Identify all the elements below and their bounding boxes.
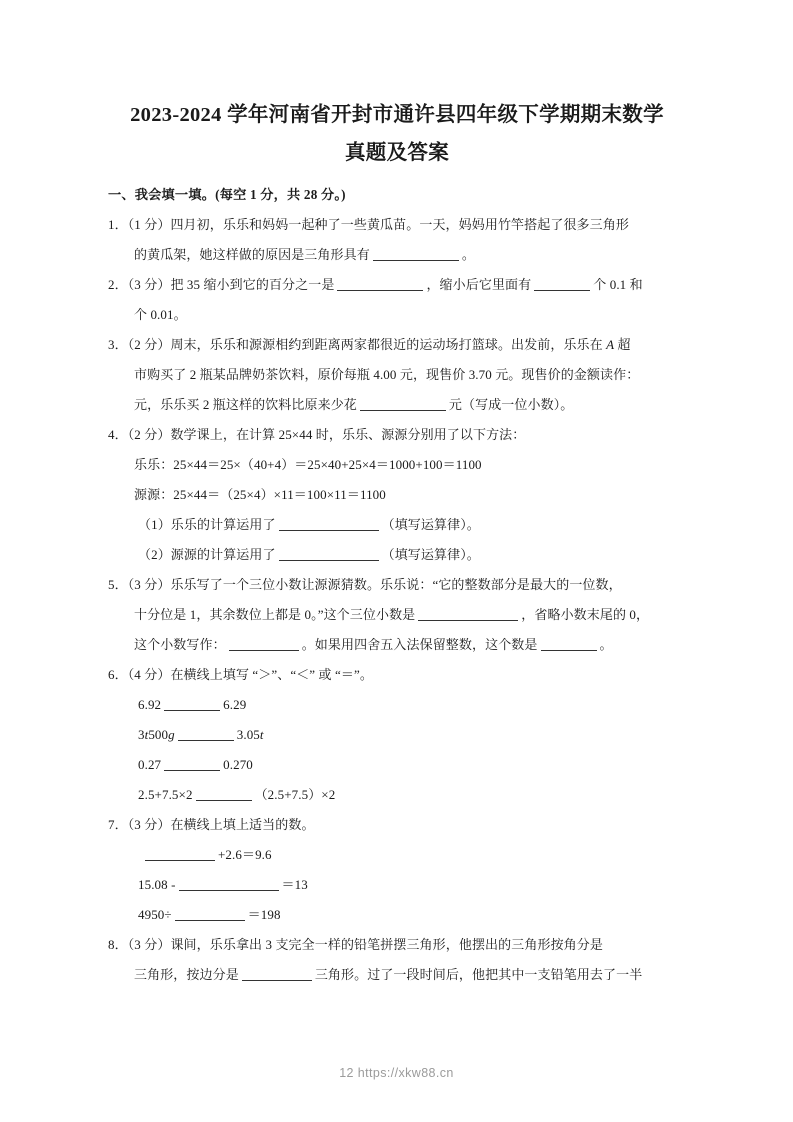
question-3-supermarket-label: A (606, 337, 615, 352)
question-5-text-3b: 。如果用四舍五入法保留整数，这个数是 (301, 637, 538, 652)
question-5-text-2a: 十分位是 1，其余数位上都是 0。”这个三位小数是 (134, 607, 416, 622)
question-1-text-2a: 的黄瓜架，她这样做的原因是三角形具有 (134, 247, 370, 262)
question-6-row-3 (108, 750, 686, 780)
question-3 (108, 330, 686, 420)
question-4-sub-2 (108, 540, 686, 570)
question-2-line-1 (108, 270, 686, 300)
question-8 (108, 930, 686, 990)
question-8-text-2a: 三角形，按边分是 (134, 967, 239, 982)
question-7-blank-2[interactable] (179, 878, 279, 891)
question-8-blank-1[interactable] (242, 968, 312, 981)
question-5-text-2b: ，省略小数末尾的 0， (521, 607, 650, 622)
question-1 (108, 210, 686, 270)
page-content (108, 96, 686, 990)
question-1-blank-1[interactable] (373, 248, 459, 261)
question-4-sub-1 (108, 510, 686, 540)
question-3-line-3 (108, 390, 686, 420)
question-4-method-yuanyuan: 源源：25×44＝（25×4）×11＝100×11＝1100 (134, 487, 386, 502)
question-3-text-1c: 超 (614, 337, 631, 352)
question-7-blank-1[interactable] (145, 848, 215, 861)
question-3-text-3b: 元（写成一位小数）。 (448, 397, 574, 412)
question-8-line-2 (108, 960, 686, 990)
question-5-blank-3[interactable] (541, 638, 597, 651)
page-title (108, 96, 686, 172)
question-4-text-5b: （填写运算律）。 (381, 547, 480, 562)
question-2-blank-1[interactable] (337, 278, 423, 291)
question-6-unit-tonne-a: t (144, 727, 149, 742)
question-6-blank-4[interactable] (196, 788, 252, 801)
question-5-blank-1[interactable] (418, 608, 518, 621)
question-2-text-1b: ，缩小后它里面有 (426, 277, 532, 292)
question-6-row-4-left: 2.5+7.5×2 (138, 787, 193, 802)
question-7-row-1 (108, 840, 686, 870)
section-heading-fill-in-blanks: 一、我会填一填。(每空 1 分，共 28 分。) (108, 187, 346, 202)
question-6-blank-1[interactable] (164, 698, 220, 711)
question-7 (108, 810, 686, 930)
question-5-line-3 (108, 630, 686, 660)
question-6 (108, 660, 686, 810)
question-6-row-1 (108, 690, 686, 720)
question-5-blank-2[interactable] (229, 638, 299, 651)
page-title-line-2: 真题及答案 (345, 142, 449, 164)
question-6-row-1-right: 6.29 (223, 697, 247, 712)
question-2-text-1a: 2．（3 分）把 35 缩小到它的百分之一是 (108, 277, 335, 292)
question-6-row-2-left-num: 3 (138, 727, 145, 742)
question-6-row-3-left: 0.27 (138, 757, 162, 772)
question-5-text-3a: 这个小数写作： (134, 637, 226, 652)
question-6-row-4-right: （2.5+7.5）×2 (254, 787, 336, 802)
question-6-row-2 (108, 720, 686, 750)
question-4-text-4b: （填写运算律）。 (381, 517, 480, 532)
question-4-blank-1[interactable] (279, 518, 379, 531)
question-6-row-4 (108, 780, 686, 810)
question-2-text-1c: 个 0.1 和 (593, 277, 643, 292)
question-6-row-2-left-num2: 500 (148, 727, 169, 742)
question-7-row-3-before: 4950÷ (138, 907, 172, 922)
question-7-row-2-before: 15.08 - (138, 877, 176, 892)
question-7-blank-3[interactable] (175, 908, 245, 921)
question-3-text-1a: 3．（2 分）周末，乐乐和源源相约到距离两家都很近的运动场打篮球。出发前，乐乐在 (108, 337, 607, 352)
question-5-line-2 (108, 600, 686, 630)
question-2-blank-2[interactable] (534, 278, 590, 291)
question-1-line-2 (108, 240, 686, 270)
question-6-row-1-left: 6.92 (138, 697, 162, 712)
question-4-text-4a: （1）乐乐的计算运用了 (138, 517, 276, 532)
question-3-line-2: 市购买了 2 瓶某品牌奶茶饮料，原价每瓶 4.00 元，现售价 3.70 元。现售价的金额读作： (134, 367, 640, 382)
question-4-blank-2[interactable] (279, 548, 379, 561)
question-7-row-2 (108, 870, 686, 900)
question-7-row-1-after: +2.6＝9.6 (218, 847, 272, 862)
question-6-row-2-right-num: 3.05 (236, 727, 260, 742)
question-8-line-1: 8．（3 分）课间，乐乐拿出 3 支完全一样的铅笔拼摆三角形，他摆出的三角形按角分是 (108, 937, 603, 952)
question-4 (108, 420, 686, 570)
question-4-line-1: 4．（2 分）数学课上，在计算 25×44 时，乐乐、源源分别用了以下方法： (108, 427, 526, 442)
page-title-line-1: 2023-2024 学年河南省开封市通许县四年级下学期期末数学 (130, 104, 664, 126)
question-4-method-lele: 乐乐：25×44＝25×（40+4）＝25×40+25×4＝1000+100＝1100 (134, 457, 482, 472)
question-7-row-3 (108, 900, 686, 930)
question-6-prompt: 6．（4 分）在横线上填写 “＞”、“＜” 或 “＝”。 (108, 667, 373, 682)
question-7-row-2-after: ＝13 (281, 877, 308, 892)
question-5-text-3c: 。 (599, 637, 613, 652)
question-7-prompt: 7．（3 分）在横线上填上适当的数。 (108, 817, 315, 832)
question-5-line-1: 5．（3 分）乐乐写了一个三位小数让源源猜数。乐乐说：“它的整数部分是最大的一位数， (108, 577, 622, 592)
question-6-blank-2[interactable] (178, 728, 234, 741)
question-1-line-1: 1．（1 分）四月初，乐乐和妈妈一起种了一些黄瓜苗。一天，妈妈用竹竿搭起了很多三角形 (108, 217, 629, 232)
question-2 (108, 270, 686, 330)
question-6-blank-3[interactable] (164, 758, 220, 771)
question-2-line-2: 个 0.01。 (134, 307, 187, 322)
question-3-blank-1[interactable] (360, 398, 446, 411)
question-6-unit-gram: g (168, 727, 175, 742)
question-1-text-2b: 。 (461, 247, 475, 262)
question-7-row-3-after: ＝198 (247, 907, 281, 922)
question-8-text-2b: 三角形。过了一段时间后，他把其中一支铅笔用去了一半 (314, 967, 643, 982)
question-5 (108, 570, 686, 660)
question-3-line-1 (108, 330, 686, 360)
question-6-row-3-right: 0.270 (223, 757, 253, 772)
question-3-text-3a: 元，乐乐买 2 瓶这样的饮料比原来少花 (134, 397, 357, 412)
page-footer-watermark: 12 https://xkw88.cn (339, 1066, 454, 1080)
question-6-unit-tonne-b: t (259, 727, 264, 742)
question-4-text-5a: （2）源源的计算运用了 (138, 547, 276, 562)
